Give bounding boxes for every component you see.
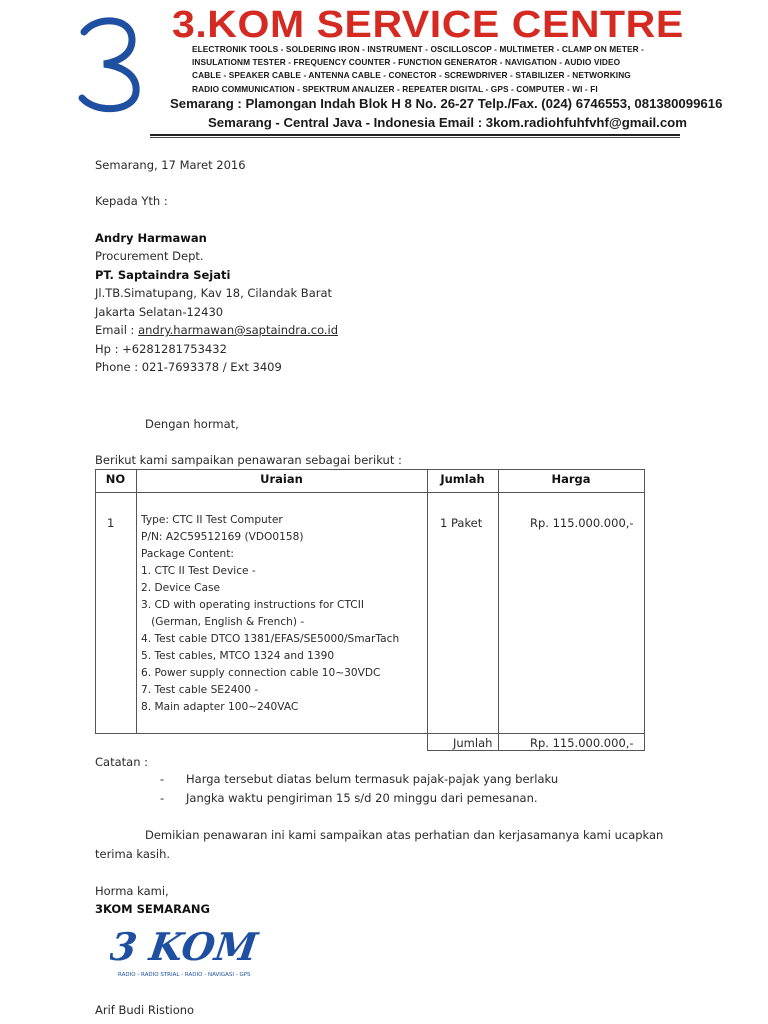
desc-line: 8. Main adapter 100~240VAC <box>141 701 299 713</box>
company-name: 3.KOM SERVICE CENTRE <box>172 4 684 46</box>
desc-line: 7. Test cable SE2400 - <box>141 684 259 696</box>
row-no: 1 <box>107 516 115 530</box>
row-price: Rp. 115.000.000,- <box>530 516 634 530</box>
table-border <box>427 469 428 751</box>
recipient-email-link[interactable]: andry.harmawan@saptaindra.co.id <box>138 323 339 337</box>
greeting: Dengan hormat, <box>145 417 239 431</box>
desc-line: 3. CD with operating instructions for CTCII <box>141 599 364 611</box>
header-divider <box>150 137 680 138</box>
services-line: INSULATIONM TESTER - FREQUENCY COUNTER - FUNCTION GENERATOR - NAVIGATION - AUDIO VIDEO <box>192 57 621 67</box>
table-border <box>136 469 137 733</box>
note-item: Harga tersebut diatas belum termasuk pajak-pajak yang berlaku <box>186 772 559 786</box>
table-border <box>95 469 96 733</box>
desc-line: 6. Power supply connection cable 10~30VDC <box>141 667 381 679</box>
recipient-city: Jakarta Selatan-12430 <box>95 305 224 319</box>
note-item: Jangka waktu pengiriman 15 s/d 20 minggu dari pemesanan. <box>186 791 538 805</box>
note-bullet: - <box>160 772 165 786</box>
email-label: Email : <box>95 323 139 337</box>
stamp-subtext: RADIO - RADIO STRIAL - RADIO - NAVIGASI - GPS <box>118 972 251 978</box>
desc-line: Package Content: <box>141 548 234 560</box>
company-logo <box>74 14 144 114</box>
sender-company: 3KOM SEMARANG <box>95 902 210 916</box>
company-stamp <box>110 920 285 982</box>
recipient-phone: Phone : 021-7693378 / Ext 3409 <box>95 360 282 374</box>
signer-name: Arif Budi Ristiono <box>95 1003 195 1017</box>
table-border <box>498 469 499 751</box>
recipient-hp: Hp : +6281281753432 <box>95 342 227 356</box>
total-value: Rp. 115.000.000,- <box>530 736 634 750</box>
salutation: Horma kami, <box>95 884 169 898</box>
total-label: Jumlah <box>453 736 493 750</box>
intro-text: Berikut kami sampaikan penawaran sebagai berikut : <box>95 453 402 467</box>
closing-text: Demikian penawaran ini kami sampaikan atas perhatian dan kerjasamanya kami ucapkan <box>145 828 664 842</box>
table-border <box>95 733 645 734</box>
company-contact: Semarang - Central Java - Indonesia Email : 3kom.radiohfuhfvhf@gmail.com <box>208 115 687 130</box>
desc-line: (German, English & French) - <box>141 616 305 628</box>
services-line: CABLE - SPEAKER CABLE - ANTENNA CABLE - CONECTOR - SCREWDRIVER - STABILIZER - NETWORKING <box>192 70 631 80</box>
services-line: ELECTRONIK TOOLS - SOLDERING IRON - INSTRUMENT - OSCILLOSCOP - MULTIMETER - CLAMP ON METER - <box>192 44 645 54</box>
header-no: NO <box>105 472 126 486</box>
closing-text-cont: terima kasih. <box>95 847 171 861</box>
desc-line: Type: CTC II Test Computer <box>141 514 283 526</box>
recipient-name: Andry Harmawan <box>95 231 207 245</box>
recipient-company: PT. Saptaindra Sejati <box>95 268 231 282</box>
table-border <box>427 750 645 751</box>
row-qty: 1 Paket <box>440 516 483 530</box>
desc-line: P/N: A2C59512169 (VDO0158) <box>141 531 304 543</box>
logo-three-icon <box>74 14 144 114</box>
stamp-icon <box>110 920 285 982</box>
recipient-label: Kepada Yth : <box>95 194 168 208</box>
letter-date: Semarang, 17 Maret 2016 <box>95 158 246 172</box>
table-border <box>95 469 645 470</box>
table-border <box>644 469 645 751</box>
header-qty: Jumlah <box>440 472 485 486</box>
table-border <box>95 492 645 493</box>
header-desc: Uraian <box>260 472 303 486</box>
quotation-table <box>95 469 645 751</box>
notes-label: Catatan : <box>95 755 149 769</box>
note-bullet: - <box>160 791 165 805</box>
recipient-email-row <box>95 323 338 337</box>
desc-line: 2. Device Case <box>141 582 220 594</box>
stamp-mark: 3 KOM <box>110 925 261 970</box>
header-divider <box>150 134 680 136</box>
services-line: RADIO COMMUNICATION - SPEKTRUM ANALIZER - REPEATER DIGITAL - GPS - COMPUTER - WI - FI <box>192 84 598 94</box>
company-address: Semarang : Plamongan Indah Blok H 8 No. 26-27 Telp./Fax. (024) 6746553, 081380099616 <box>170 96 723 111</box>
recipient-address: Jl.TB.Simatupang, Kav 18, Cilandak Barat <box>95 286 333 300</box>
desc-line: 1. CTC II Test Device - <box>141 565 256 577</box>
recipient-dept: Procurement Dept. <box>95 249 204 263</box>
desc-line: 4. Test cable DTCO 1381/EFAS/SE5000/SmarTach <box>141 633 400 645</box>
desc-line: 5. Test cables, MTCO 1324 and 1390 <box>141 650 335 662</box>
header-price: Harga <box>551 472 591 486</box>
